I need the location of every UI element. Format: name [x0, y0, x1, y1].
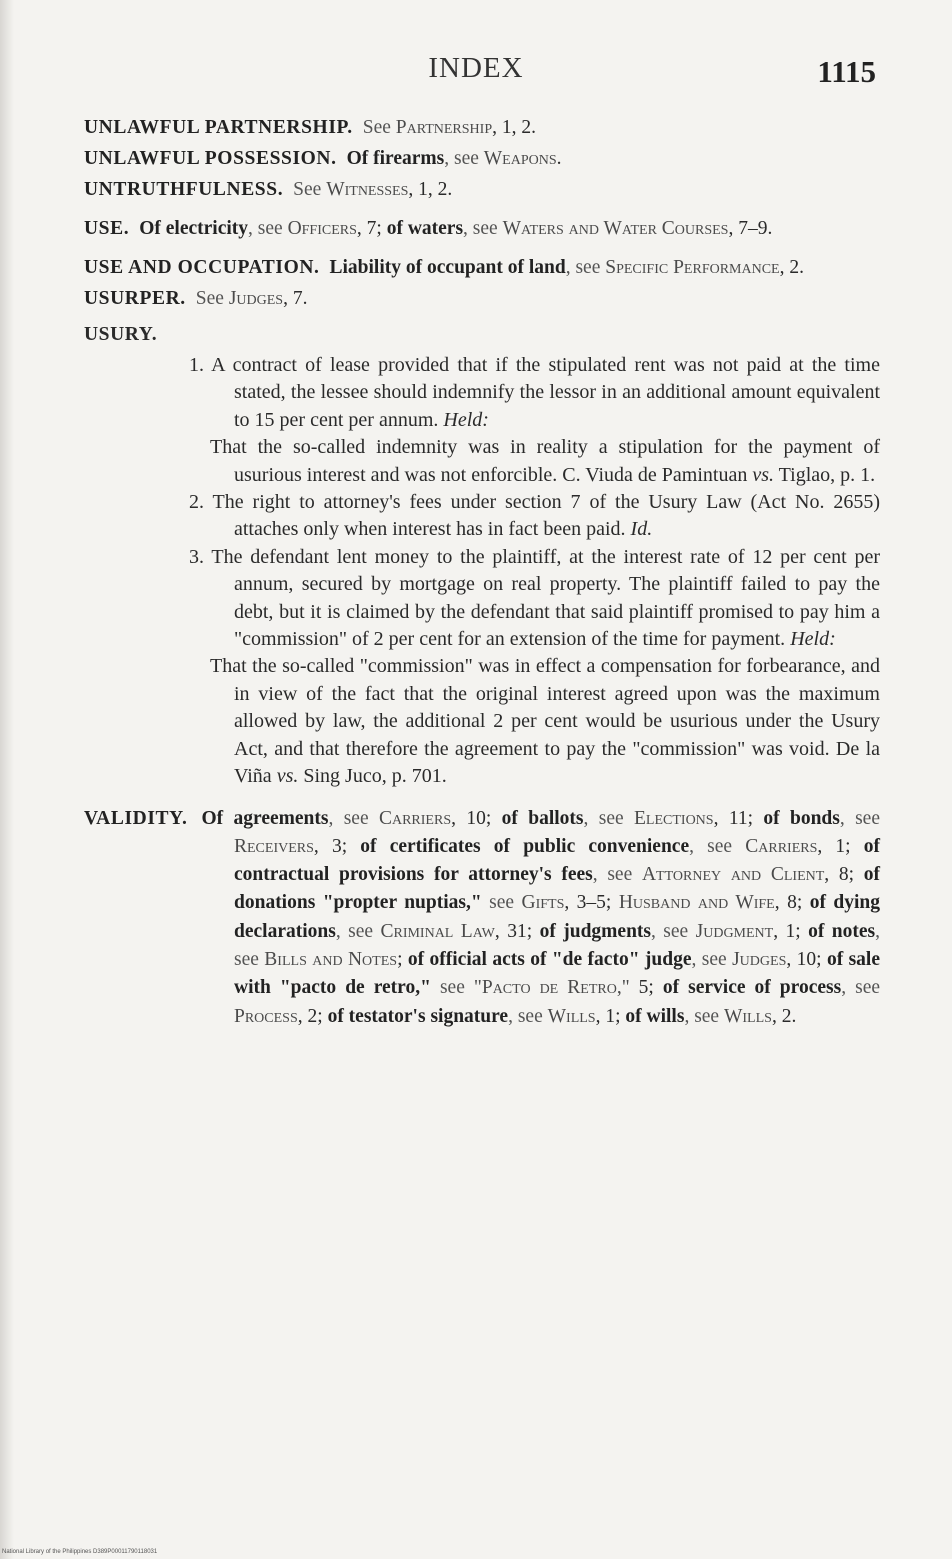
item-number: 2.: [189, 491, 204, 514]
usury-item-2: [84, 489, 880, 544]
item-text: A contract of lease provided that if the stipulated rent was not paid at the time stated, the lessee should indemnify the lessor in an additional amount equivalent to 15 per cent per annum.: [211, 354, 880, 431]
held-label: Held:: [790, 628, 836, 651]
subject-keyword: Of firearms: [346, 148, 445, 169]
cross-reference: Husband and Wife: [618, 892, 775, 914]
entry-text: , see: [328, 807, 379, 829]
entry-text: , see: [691, 948, 733, 970]
usury-holding-3: [84, 653, 880, 790]
held-label: Held:: [443, 408, 489, 431]
usury-item-1: [84, 352, 880, 434]
cross-reference: Specific Performance: [605, 257, 780, 278]
entry-text: See: [293, 179, 327, 200]
entry-text: , see: [234, 920, 881, 970]
entry-tail: , 2.: [779, 257, 804, 278]
entry-text: See: [195, 288, 229, 309]
entry-heading: VALIDITY.: [84, 807, 188, 829]
holding-text: That the so-called indemnity was in reality a stipulation for the payment of usurious interest and was not enforcible. C. Viuda de Pamintuan: [210, 436, 880, 486]
versus-label: vs.: [276, 765, 299, 788]
holding-citation: Sing Juco, p. 701.: [298, 765, 447, 788]
cross-reference: Receivers: [234, 835, 314, 857]
cross-reference: Judges: [228, 288, 284, 309]
entry-heading: UNLAWFUL POSSESSION.: [84, 148, 337, 169]
subject-keyword: of dying declarations: [234, 892, 881, 942]
entry-tail: , 11;: [713, 807, 764, 829]
entry-tail: , 10;: [451, 807, 502, 829]
cross-reference: Witnesses: [326, 179, 409, 200]
subject-keyword: of donations "propter nuptias,": [234, 864, 881, 914]
entry-text: , see: [689, 835, 746, 857]
entry-tail: , 8;: [824, 864, 864, 886]
cross-reference: Carriers: [378, 807, 452, 829]
page-edge-shadow: [0, 0, 14, 1559]
cross-reference: Wills: [723, 1005, 772, 1027]
item-text: The right to attorney's fees under section 7 of the Usury Law (Act No. 2655) attaches only when interest has in fact been paid.: [212, 491, 880, 541]
entry-text: , see: [463, 218, 503, 239]
entry-tail: , 7–9.: [728, 218, 773, 239]
entry-tail: , 3–5;: [564, 892, 619, 914]
entry-text: , see: [592, 864, 642, 886]
subject-keyword: Of agreements: [201, 807, 329, 829]
page-number: 1115: [817, 54, 876, 89]
entry-heading: UNLAWFUL PARTNERSHIP.: [84, 117, 353, 138]
subject-keyword: of wills: [625, 1005, 685, 1027]
usury-holding-1: [84, 434, 880, 489]
entry-text: see: [430, 977, 474, 999]
entry-text: See: [362, 117, 396, 138]
entry-tail: , 1;: [595, 1005, 626, 1027]
page-header: [0, 52, 952, 92]
entry-heading: UNTRUTHFULNESS.: [84, 179, 284, 200]
index-entry-unlawful-partnership: [84, 114, 880, 142]
subject-keyword: of notes: [808, 920, 876, 942]
index-content: [84, 114, 880, 1031]
entry-tail: , 7.: [283, 288, 308, 309]
subject-keyword: of official acts of "de facto" judge: [407, 948, 692, 970]
index-entry-validity: [84, 805, 880, 1031]
subject-keyword: of testator's signature: [327, 1005, 509, 1027]
entry-heading: USE.: [84, 218, 130, 239]
entry-text: , see: [508, 1005, 548, 1027]
versus-label: vs.: [752, 463, 775, 486]
subject-keyword: of contractual provisions for attorney's fees: [234, 835, 880, 886]
cross-reference: Judgment: [695, 920, 774, 942]
entry-text: see: [481, 892, 522, 914]
cross-reference: Partnership: [395, 117, 493, 138]
entry-tail: , 1, 2.: [492, 117, 536, 138]
entry-tail: , 3;: [313, 835, 361, 857]
entry-tail: , 1;: [817, 835, 864, 857]
cross-reference: Process: [234, 1005, 298, 1027]
subject-keyword: Liability of occupant of land: [329, 257, 566, 278]
entry-tail: , 31;: [494, 920, 540, 942]
citation-id: Id.: [630, 518, 653, 541]
cross-reference: Carriers: [745, 835, 818, 857]
cross-reference: Judges: [732, 948, 787, 970]
entry-tail: , 8;: [774, 892, 810, 914]
index-entry-usury-heading: USURY.: [84, 324, 158, 345]
entry-tail: 5;: [629, 977, 663, 999]
entry-text: , see: [444, 148, 484, 169]
entry-tail: , 1, 2.: [408, 179, 453, 200]
cross-reference: Waters and Water Courses: [502, 218, 729, 239]
item-number: 1.: [189, 354, 204, 376]
entry-tail: ;: [397, 948, 408, 970]
entry-heading: USE AND OCCUPATION.: [84, 257, 320, 278]
entry-text: , see: [684, 1005, 724, 1027]
subject-keyword: of certificates of public convenience: [360, 835, 690, 857]
cross-reference: Wills: [547, 1005, 596, 1027]
entry-text: , see: [583, 807, 634, 829]
item-text: The defendant lent money to the plaintiff, at the interest rate of 12 per cent per annum, secured by mortgage on real property. The plaintiff failed to pay the debt, but it is claimed by the defendant that said plaintiff promised to pay him a "commission" of 2 per cent for an extension of the time for payment.: [211, 545, 880, 651]
cross-reference: Criminal Law: [380, 920, 495, 942]
cross-reference: Gifts: [521, 892, 565, 914]
entry-tail: , 2;: [297, 1005, 328, 1027]
entry-text: , see: [335, 920, 381, 942]
validity-subentries: [202, 808, 881, 1027]
entry-text: , see: [841, 977, 880, 999]
entry-text: , 7;: [356, 218, 387, 239]
entry-text: , see: [565, 257, 606, 278]
index-entry-use-and-occupation: [84, 254, 880, 282]
index-entry-untruthfulness: [84, 176, 880, 204]
entry-tail: .: [556, 148, 562, 169]
entry-text: , see: [651, 920, 696, 942]
cross-reference: Bills and Notes: [264, 948, 398, 970]
subject-keyword: of judgments: [539, 920, 651, 942]
cross-reference: "Pacto de Retro,": [473, 977, 630, 999]
index-entry-usurper: [84, 285, 880, 313]
cross-reference: Elections: [634, 807, 714, 829]
subject-keyword: Of electricity: [139, 218, 249, 239]
entry-heading: USURPER.: [84, 288, 186, 309]
scan-footer: National Library of the Philippines D389P00011790118031: [2, 1549, 158, 1555]
entry-tail: , 10;: [786, 948, 827, 970]
subject-keyword: of bonds: [763, 807, 840, 829]
cross-reference: Attorney and Client: [641, 864, 825, 886]
subject-keyword: of ballots: [501, 807, 584, 829]
subject-keyword: of service of process: [662, 977, 842, 999]
index-entry-unlawful-possession: [84, 145, 880, 173]
index-entry-use: [84, 215, 880, 243]
usury-item-3: [84, 544, 880, 654]
entry-text: , see: [248, 218, 288, 239]
subject-keyword: of sale with "pacto de retro,": [234, 948, 881, 999]
entry-tail: , 1;: [773, 920, 809, 942]
item-number: 3.: [189, 545, 204, 568]
page-title: INDEX: [428, 52, 524, 84]
entry-tail: , 2.: [771, 1005, 797, 1027]
subject-keyword: of waters: [386, 218, 464, 239]
entry-text: , see: [839, 807, 880, 829]
cross-reference: Weapons: [483, 148, 557, 169]
holding-text: That the so-called "commission" was in effect a compensation for forbearance, and in view of the fact that the original interest agreed upon was the maximum allowed by law, the additional 2 per cent would be usurious under the Usury Act, and that therefore the agreement to pay the "commission" was void. De la Viña: [210, 655, 880, 788]
holding-citation: Tiglao, p. 1.: [774, 463, 876, 486]
cross-reference: Officers: [287, 218, 357, 239]
